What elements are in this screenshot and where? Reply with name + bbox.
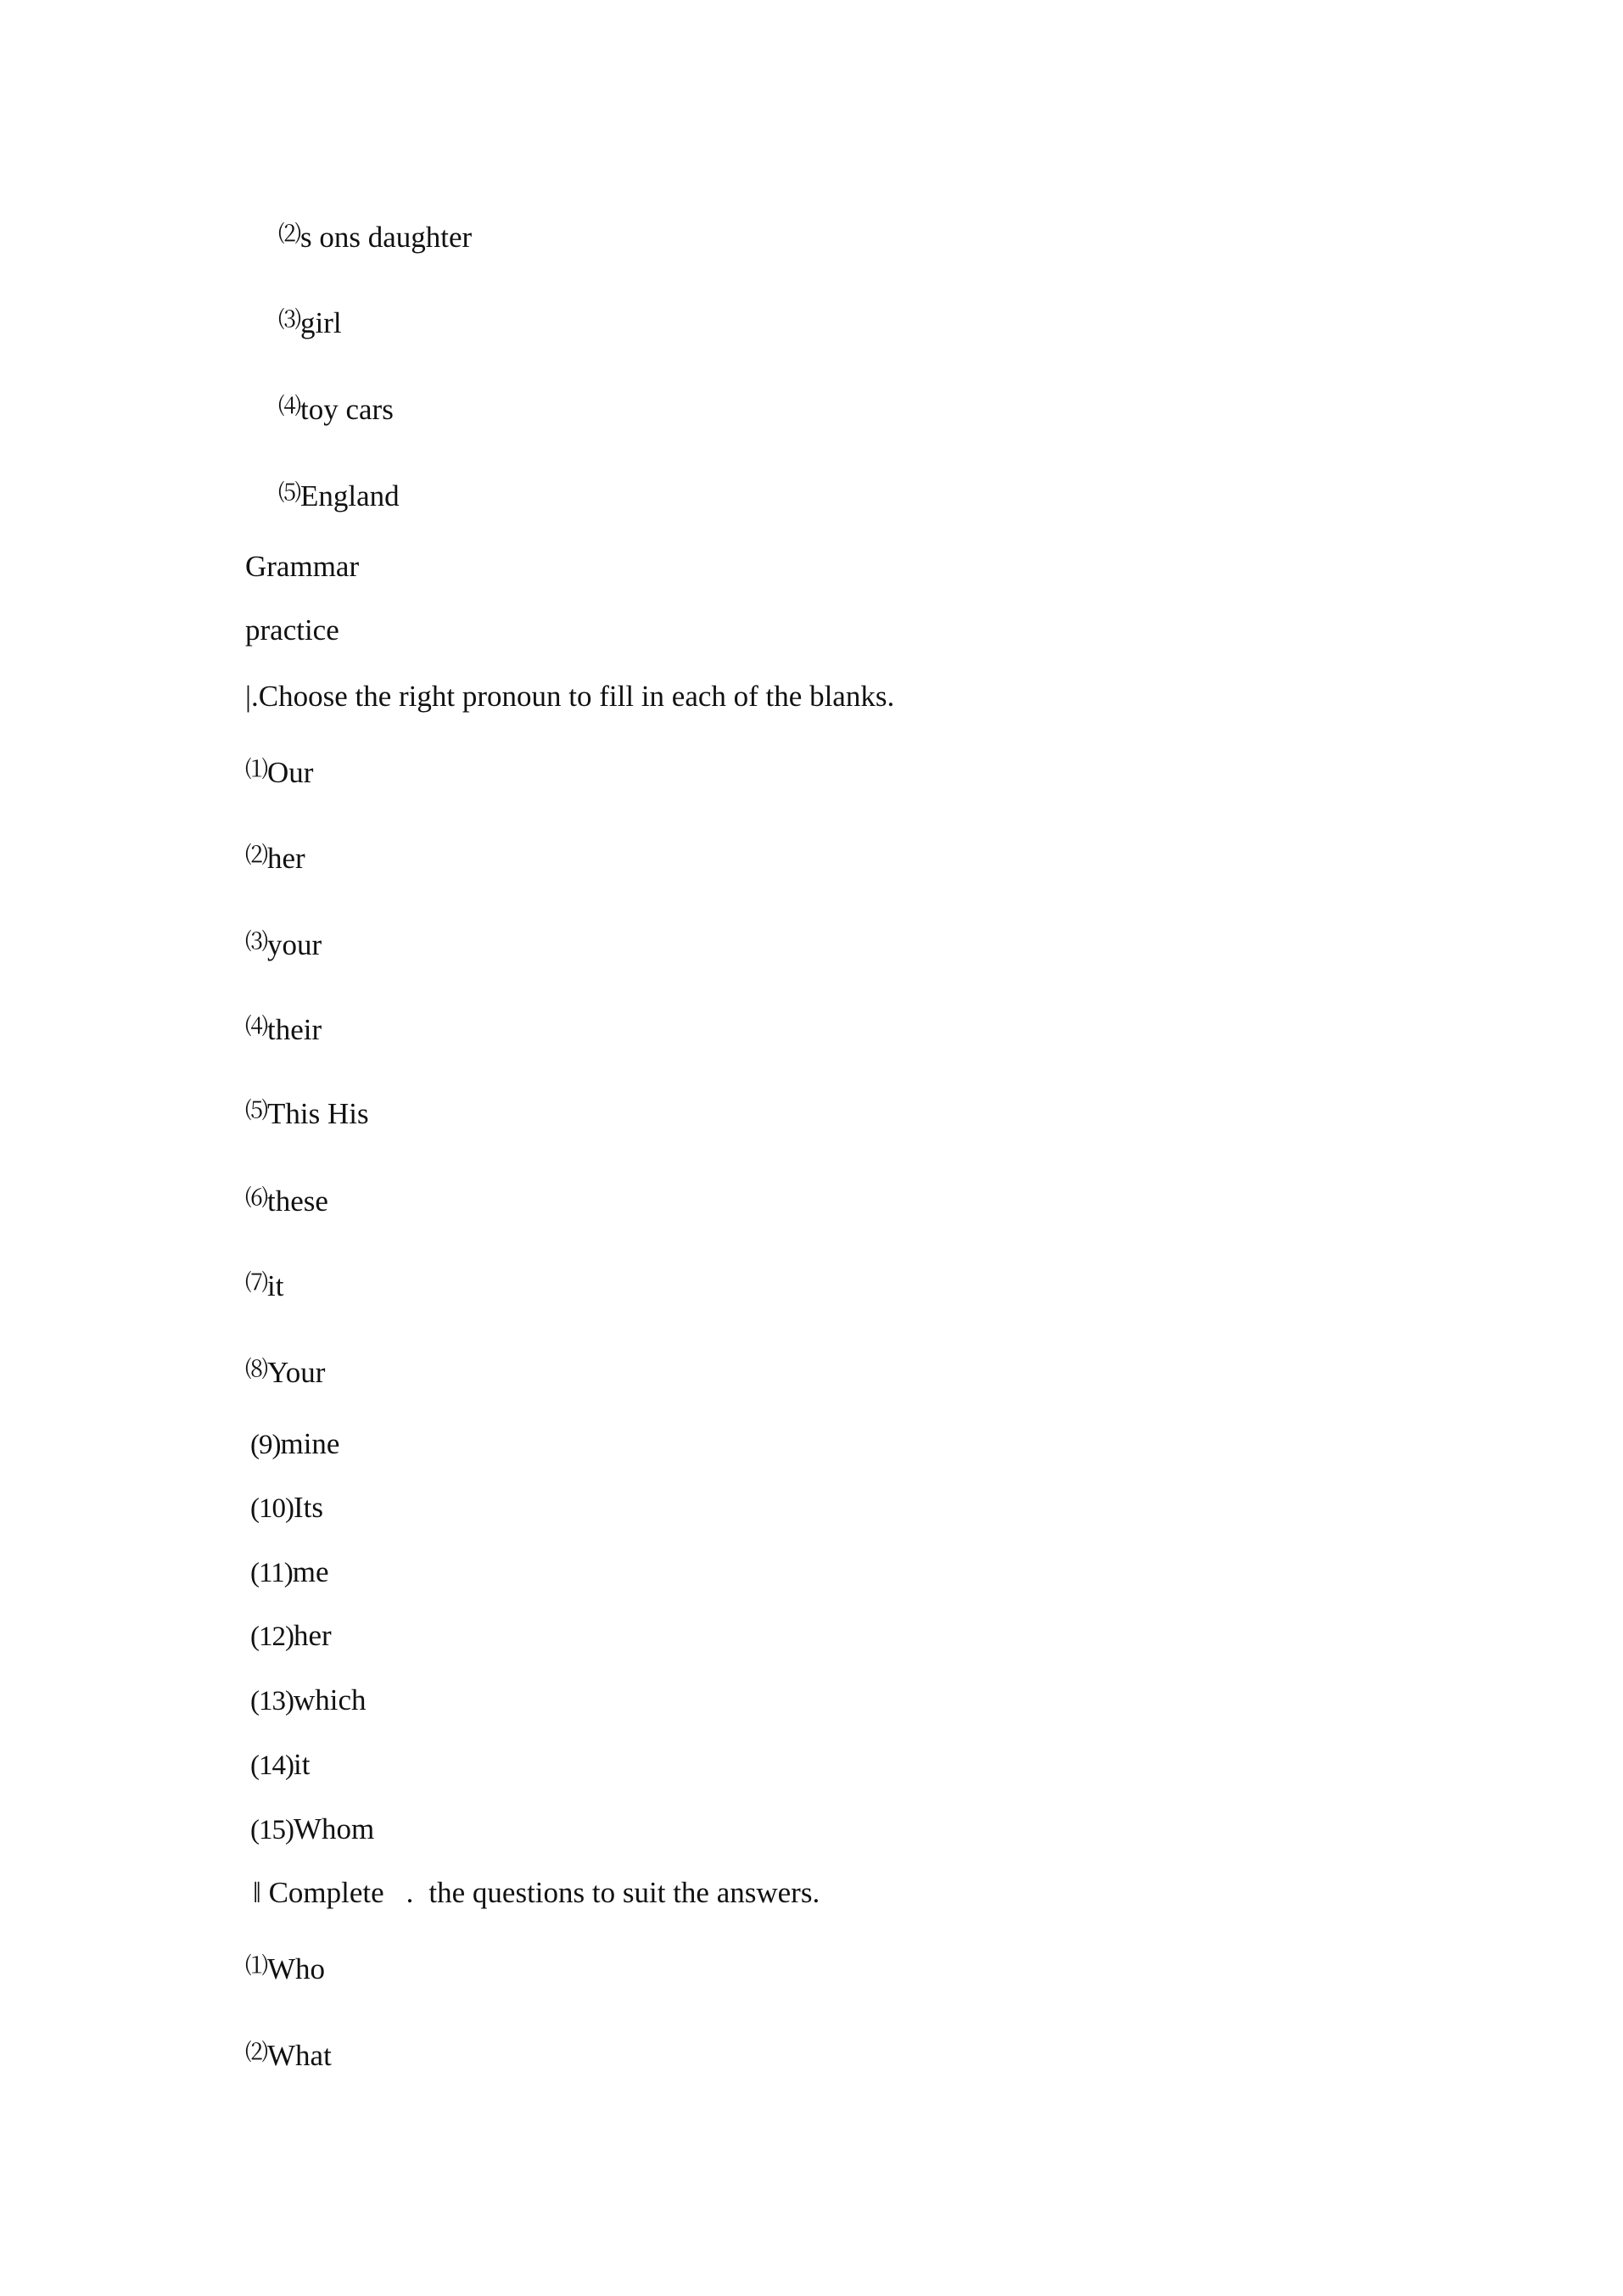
item-text: This His xyxy=(267,1097,369,1130)
item-number: ⑵ xyxy=(245,2040,267,2065)
list-item xyxy=(245,1186,328,1216)
instruction-lead: ‖ Complete xyxy=(253,1876,384,1909)
list-item xyxy=(245,1099,369,1128)
item-text: me xyxy=(292,1555,329,1588)
list-item xyxy=(250,1750,310,1780)
item-number: ⑴ xyxy=(245,1953,267,1979)
item-number: ⑸ xyxy=(245,1098,267,1123)
list-item xyxy=(250,1429,339,1459)
item-text: which xyxy=(293,1683,367,1716)
item-number: (12) xyxy=(250,1621,294,1652)
item-number: (11) xyxy=(250,1558,293,1588)
section-heading: Grammar xyxy=(245,550,360,583)
item-text: Your xyxy=(267,1356,326,1389)
instruction-part-2 xyxy=(253,1878,820,1907)
item-text: Who xyxy=(267,1952,326,1985)
item-text: toy cars xyxy=(300,393,394,426)
list-item xyxy=(278,481,400,511)
list-item xyxy=(250,1814,374,1845)
item-number: (14) xyxy=(250,1750,294,1781)
list-item xyxy=(245,930,322,960)
item-number: ⑻ xyxy=(245,1357,267,1382)
item-text: England xyxy=(300,479,400,512)
list-item xyxy=(250,1492,323,1523)
item-number: ⑶ xyxy=(245,929,267,955)
list-item xyxy=(250,1621,332,1651)
list-item xyxy=(245,2041,332,2070)
list-item xyxy=(278,222,472,252)
item-text: What xyxy=(267,2039,332,2072)
item-text: Its xyxy=(293,1491,323,1524)
item-number: ⑵ xyxy=(245,843,267,868)
section-heading-cont: practice xyxy=(245,613,339,647)
list-item xyxy=(245,1358,325,1387)
item-number: ⑴ xyxy=(245,757,267,782)
item-number: ⑷ xyxy=(245,1014,267,1039)
item-number: (9) xyxy=(250,1430,281,1460)
item-text: girl xyxy=(300,306,342,339)
item-number: ⑷ xyxy=(278,394,300,419)
item-text: their xyxy=(267,1013,322,1046)
item-number: ⑵ xyxy=(278,221,300,247)
item-number: ⑹ xyxy=(245,1185,267,1211)
item-number: ⑺ xyxy=(245,1270,267,1296)
item-text: these xyxy=(267,1184,328,1218)
item-number: ⑶ xyxy=(278,307,300,333)
item-number: (10) xyxy=(250,1493,294,1524)
item-text: Our xyxy=(267,756,314,789)
list-item xyxy=(278,308,342,338)
item-number: (15) xyxy=(250,1815,294,1845)
item-text: her xyxy=(267,842,305,875)
item-text: your xyxy=(267,928,322,961)
instruction-dot: . xyxy=(406,1876,414,1909)
item-text: s ons daughter xyxy=(300,221,473,254)
list-item xyxy=(245,1271,283,1301)
item-text: it xyxy=(293,1748,311,1781)
item-text: her xyxy=(293,1619,332,1652)
list-item xyxy=(245,1954,325,1984)
list-item xyxy=(278,395,394,424)
list-item xyxy=(245,843,305,873)
item-text: Whom xyxy=(293,1812,375,1845)
item-text: it xyxy=(267,1269,284,1302)
list-item xyxy=(250,1685,367,1716)
list-item xyxy=(250,1557,329,1588)
list-item xyxy=(245,1015,322,1044)
item-number: (13) xyxy=(250,1686,294,1716)
list-item xyxy=(245,758,313,787)
item-number: ⑸ xyxy=(278,480,300,506)
instruction-part-1: |.Choose the right pronoun to fill in each of the blanks. xyxy=(245,680,895,713)
item-text: mine xyxy=(280,1427,340,1460)
instruction-rest: the questions to suit the answers. xyxy=(428,1876,820,1909)
